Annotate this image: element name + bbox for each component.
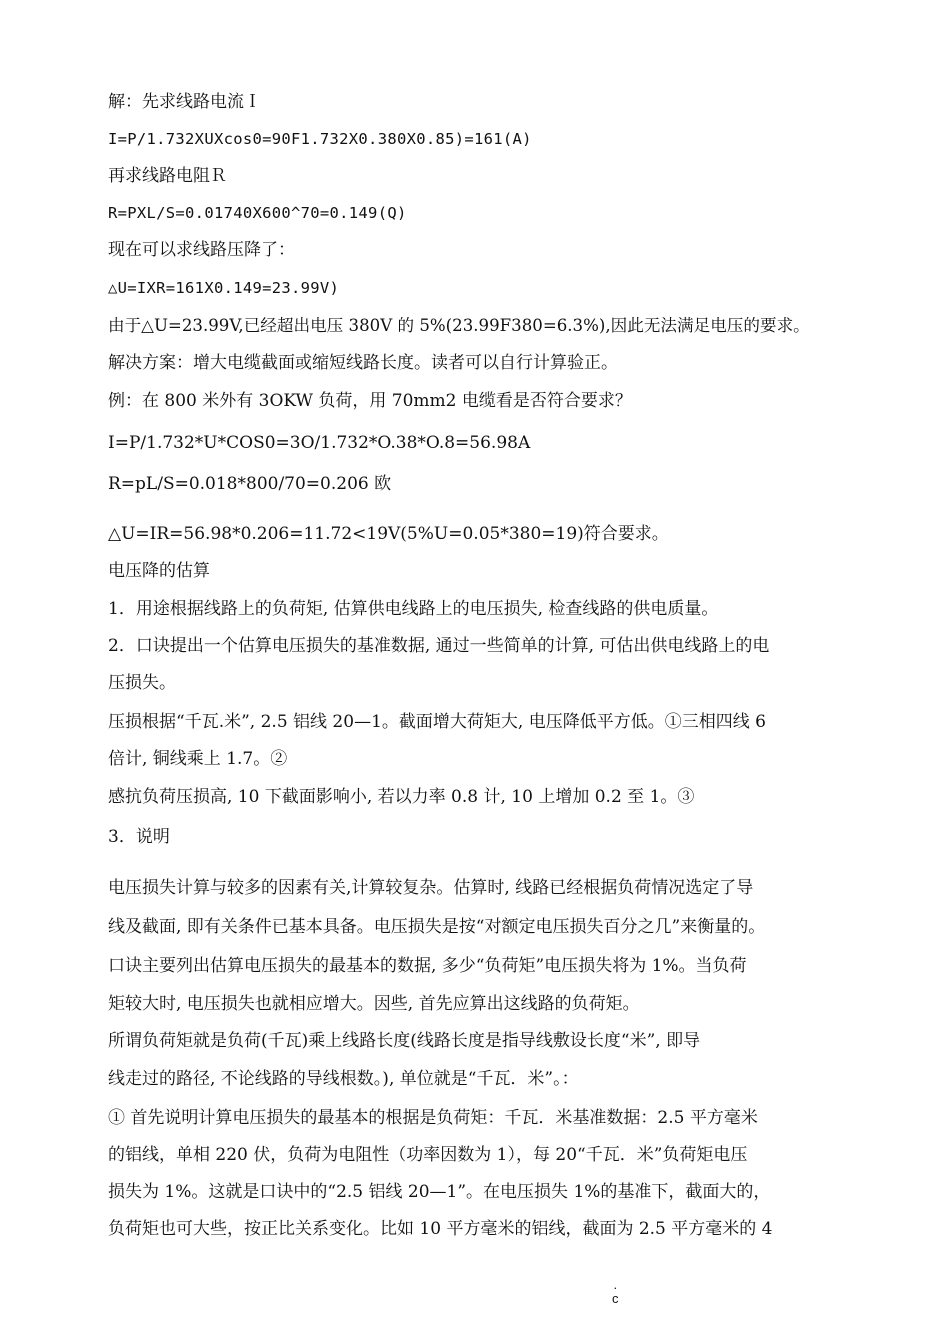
page-footer: [612, 1278, 619, 1306]
text-line: 的铝线，单相 220 伏，负荷为电阻性（功率因数为 1），每 20“千瓦．米”负荷矩电压: [108, 1145, 748, 1165]
text-line: 所谓负荷矩就是负荷(千瓦)乘上线路长度(线路长度是指导线敷设长度“米”, 即导: [108, 1031, 701, 1051]
section-heading: 电压降的估算: [108, 561, 210, 581]
text-line: 线走过的路径, 不论线路的导线根数。), 单位就是“千瓦．米”。：: [108, 1069, 579, 1089]
formula-line: △U=IR=56.98*0.206=11.72<19V(5%U=0.05*380=19)符合要求。: [108, 524, 669, 544]
text-line: 现在可以求线路压降了：: [108, 240, 295, 260]
text-line: 负荷矩也可大些，按正比关系变化。比如 10 平方毫米的铝线，截面为 2.5 平方毫米的 4: [108, 1219, 773, 1239]
section-heading: 3．说明: [108, 827, 170, 847]
formula-line: R=PXL/S=0.01740X600^70=0.149(Q): [108, 204, 407, 222]
footer-dot: .: [613, 1277, 618, 1292]
text-line: 1．用途根据线路上的负荷矩, 估算供电线路上的电压损失, 检查线路的供电质量。: [108, 599, 719, 619]
text-line: 矩较大时, 电压损失也就相应增大。因些, 首先应算出这线路的负荷矩。: [108, 994, 640, 1014]
text-line: ① 首先说明计算电压损失的最基本的根据是负荷矩：千瓦．米基准数据：2.5 平方毫米: [108, 1108, 758, 1128]
text-line: 解决方案：增大电缆截面或缩短线路长度。读者可以自行计算验正。: [108, 353, 618, 373]
text-line: 压损失。: [108, 673, 176, 693]
text-line: 电压损失计算与较多的因素有关,计算较复杂。估算时, 线路已经根据负荷情况选定了导: [108, 878, 754, 898]
formula-line: I=P/1.732XUXcos0=90F1.732X0.380X0.85)=161(A): [108, 130, 532, 148]
text-line: 解：先求线路电流Ｉ: [108, 92, 261, 112]
text-line: 例：在 800 米外有 3OKW 负荷，用 70mm2 电缆看是否符合要求？: [108, 391, 632, 411]
formula-line: R=pL/S=0.018*800/70=0.206 欧: [108, 474, 392, 494]
text-line: 由于△U=23.99V,已经超出电压 380V 的 5%(23.99F380=6.3%),因此无法满足电压的要求。: [108, 316, 810, 335]
text-line: 再求线路电阻Ｒ: [108, 166, 227, 186]
footer-letter: c: [612, 1291, 619, 1306]
formula-line: I=P/1.732*U*COS0=3O/1.732*O.38*O.8=56.98A: [108, 433, 531, 453]
text-line: 损失为 1%。这就是口诀中的“2.5 铝线 20—1”。在电压损失 1%的基准下，截面大的，: [108, 1182, 771, 1202]
text-line: 感抗负荷压损高, 10 下截面影响小, 若以力率 0.8 计, 10 上增加 0.2 至 1。③: [108, 787, 695, 807]
text-line: 压损根据“千瓦.米”, 2.5 铝线 20—1。截面增大荷矩大, 电压降低平方低。①三相四线 6: [108, 712, 766, 732]
text-line: 线及截面, 即有关条件已基本具备。电压损失是按“对额定电压损失百分之几”来衡量的。: [108, 917, 766, 937]
formula-line: △U=IXR=161X0.149=23.99V): [108, 279, 340, 297]
text-line: 口诀主要列出估算电压损失的最基本的数据, 多少“负荷矩”电压损失将为 1%。当负荷: [108, 956, 747, 976]
text-line: 2．口诀提出一个估算电压损失的基准数据, 通过一些简单的计算, 可估出供电线路上的电: [108, 636, 770, 656]
text-line: 倍计, 铜线乘上 1.7。②: [108, 749, 288, 769]
